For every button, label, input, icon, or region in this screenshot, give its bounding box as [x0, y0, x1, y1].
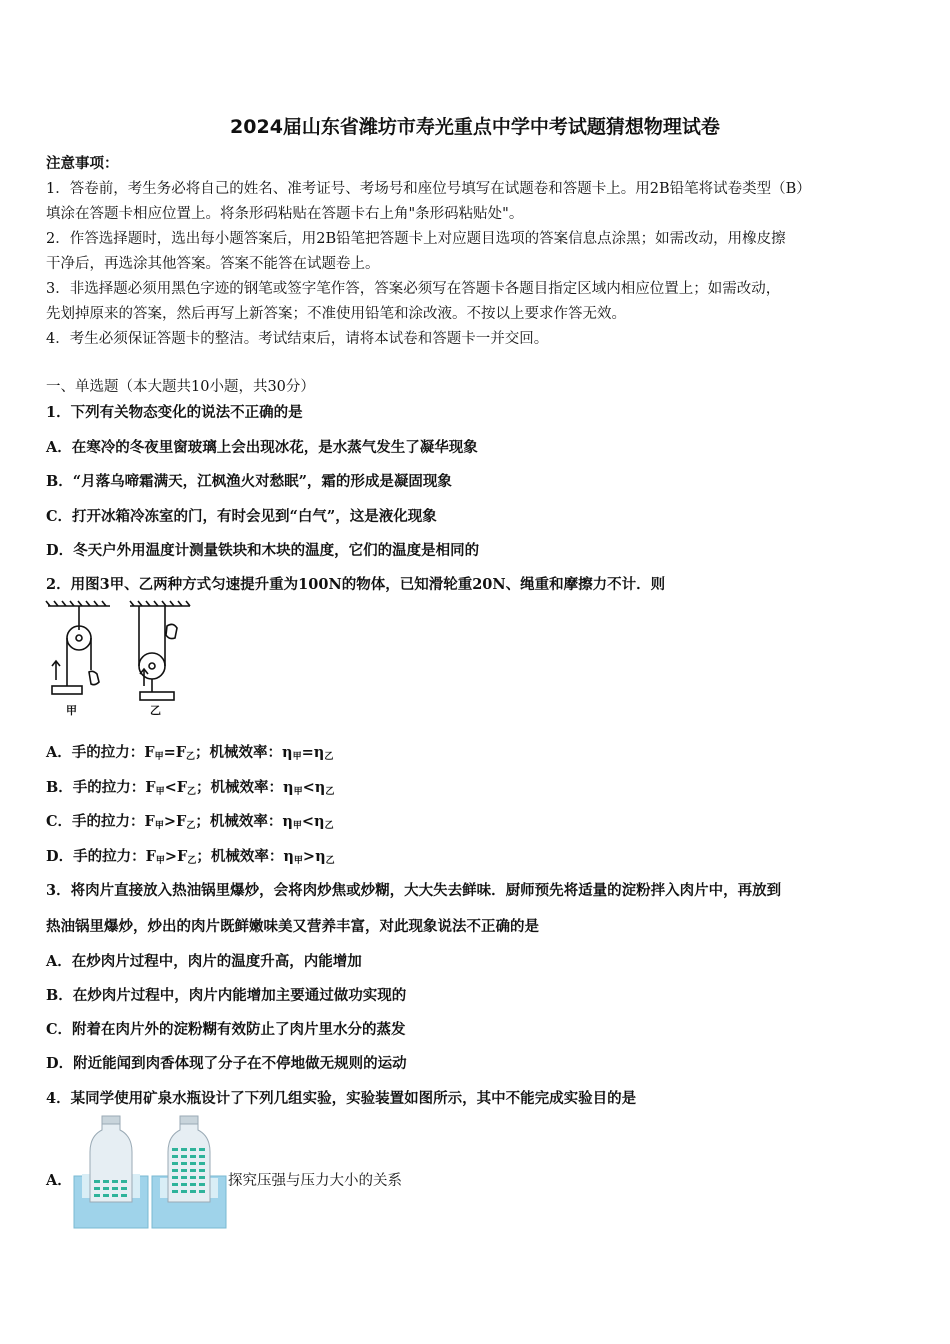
notice-line: 3．非选择题必须用黑色字迹的钢笔或签字笔作答，答案必须写在答题卡各题目指定区域内相应位置上；如需改动， — [46, 281, 781, 297]
notice-line: 填涂在答题卡相应位置上。将条形码粘贴在答题卡右上角"条形码粘贴处"。 — [46, 206, 524, 222]
q3-stem-line1: 3．将肉片直接放入热油锅里爆炒，会将肉炒焦或炒糊，大大失去鲜味．厨师预先将适量的淀粉拌入肉片中，再放到 — [46, 882, 782, 899]
q1-option-c: C．打开冰箱冷冻室的门，有时会见到“白气”，这是液化现象 — [46, 508, 437, 525]
notice-line: 2．作答选择题时，选出每小题答案后，用2B铅笔把答题卡上对应题目选项的答案信息点涂黑；如需改动，用橡皮擦 — [46, 231, 786, 247]
q3-option-a: A．在炒肉片过程中，肉片的温度升高，内能增加 — [46, 953, 362, 970]
q1-stem: 1．下列有关物态变化的说法不正确的是 — [46, 404, 303, 421]
q3-option-c: C．附着在肉片外的淀粉糊有效防止了肉片里水分的蒸发 — [46, 1021, 406, 1038]
pulley-figure — [44, 600, 194, 720]
q2-option-c: C．手的拉力：$F_甲>F_乙$；机械效率：$\eta_甲<\eta_乙$ — [46, 813, 334, 831]
q3-option-d: D．附近能闻到肉香体现了分子在不停地做无规则的运动 — [46, 1055, 407, 1072]
section-heading: 一、单选题（本大题共10小题，共30分） — [46, 379, 315, 395]
q3-stem-line2: 热油锅里爆炒，炒出的肉片既鲜嫩味美又营养丰富，对此现象说法不正确的是 — [46, 918, 539, 935]
notice-heading: 注意事项： — [46, 155, 119, 172]
notice-line: 干净后，再选涂其他答案。答案不能答在试题卷上。 — [46, 256, 380, 272]
page-title: 2024届山东省潍坊市寿光重点中学中考试题猜想物理试卷 — [230, 116, 720, 138]
q2-option-b: B．手的拉力：$F_甲<F_乙$；机械效率：$\eta_甲<\eta_乙$ — [46, 779, 335, 797]
notice-line: 1．答卷前，考生务必将自己的姓名、准考证号、考场号和座位号填写在试题卷和答题卡上。用2B铅笔将试卷类型（B） — [46, 181, 811, 197]
q4-option-a-text: 探究压强与压力大小的关系 — [228, 1173, 402, 1189]
notice-line: 4．考生必须保证答题卡的整洁。考试结束后，请将本试卷和答题卡一并交回。 — [46, 331, 549, 347]
q1-option-a: A．在寒冷的冬夜里窗玻璃上会出现冰花，是水蒸气发生了凝华现象 — [46, 439, 478, 456]
q1-option-d: D．冬天户外用温度计测量铁块和木块的温度，它们的温度是相同的 — [46, 542, 480, 559]
q1-option-b: B．“月落乌啼霜满天，江枫渔火对愁眠”，霜的形成是凝固现象 — [46, 473, 452, 490]
fig-label-jia: 甲 — [66, 704, 77, 717]
q2-option-d: D．手的拉力：$F_甲>F_乙$；机械效率：$\eta_甲>\eta_乙$ — [46, 848, 335, 866]
q4-stem: 4．某同学使用矿泉水瓶设计了下列几组实验，实验装置如图所示，其中不能完成实验目的是 — [46, 1090, 637, 1107]
notice-line: 先划掉原来的答案，然后再写上新答案；不准使用铅笔和涂改液。不按以上要求作答无效。 — [46, 306, 626, 322]
fig-label-yi: 乙 — [150, 704, 161, 717]
q2-option-a: A．手的拉力：$F_甲=F_乙$；机械效率：$\eta_甲=\eta_乙$ — [46, 744, 334, 762]
bottles-on-sponge-figure — [72, 1114, 230, 1230]
q3-option-b: B．在炒肉片过程中，肉片内能增加主要通过做功实现的 — [46, 987, 407, 1004]
q4-option-a-letter: A． — [46, 1172, 72, 1189]
q2-stem: 2．用图3甲、乙两种方式匀速提升重为100N的物体，已知滑轮重20N、绳重和摩擦力不计．则 — [46, 576, 666, 593]
